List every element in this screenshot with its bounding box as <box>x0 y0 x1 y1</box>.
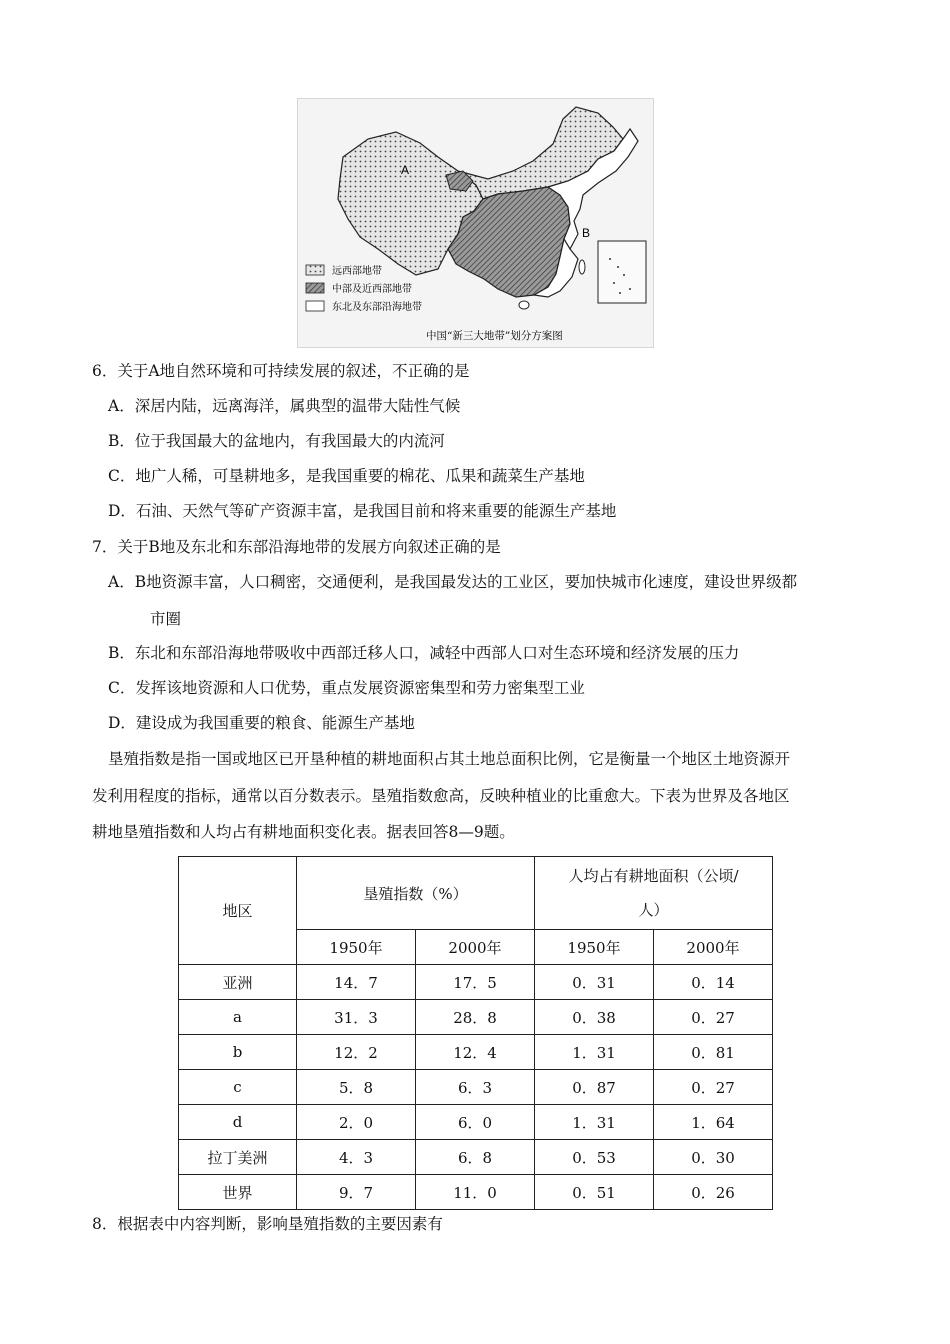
header-reclamation-index: 垦殖指数（%） <box>297 857 535 930</box>
legend-swatch-blank <box>306 301 324 311</box>
question-7-option-a: A．B地资源丰富，人口稠密，交通便利，是我国最发达的工业区，要加快城市化速度，建设世界级都 <box>108 573 798 591</box>
table-row <box>179 1035 773 1070</box>
table-row <box>179 1105 773 1140</box>
table-row <box>179 1000 773 1035</box>
legend-text-west: 远西部地带 <box>332 266 382 277</box>
taiwan-island <box>579 260 585 274</box>
cell-value: 0．14 <box>654 965 773 1000</box>
south-china-sea-inset <box>598 241 646 303</box>
question-6-option-a: A．深居内陆，远离海洋，属典型的温带大陆性气候 <box>108 397 461 415</box>
cell-value: 6．8 <box>416 1140 535 1175</box>
cell-value: 1．64 <box>654 1105 773 1140</box>
header-year-2000-area: 2000年 <box>654 930 773 965</box>
cell-value: 0．87 <box>535 1070 654 1105</box>
cell-value: 4．3 <box>297 1140 416 1175</box>
cell-value: 6．0 <box>416 1105 535 1140</box>
table-row <box>179 965 773 1000</box>
question-7-option-c: C．发挥该地资源和人口优势，重点发展资源密集型和劳力密集型工业 <box>108 679 585 697</box>
reclamation-index-table <box>178 856 773 1210</box>
question-6-option-d: D．石油、天然气等矿产资源丰富，是我国目前和将来重要的能源生产基地 <box>108 502 617 520</box>
header-year-1950-index: 1950年 <box>297 930 416 965</box>
cell-value: 1．31 <box>535 1105 654 1140</box>
question-6-option-b: B．位于我国最大的盆地内，有我国最大的内流河 <box>108 432 445 450</box>
cell-value: 0．53 <box>535 1140 654 1175</box>
cell-region: c <box>179 1070 297 1105</box>
cell-value: 0．51 <box>535 1175 654 1210</box>
map-label-b: B <box>582 226 591 240</box>
table-row <box>179 1140 773 1175</box>
table-row <box>179 1175 773 1210</box>
table-row <box>179 1070 773 1105</box>
cell-region: 亚洲 <box>179 965 297 1000</box>
north-strip-region <box>458 107 623 199</box>
cell-value: 5．8 <box>297 1070 416 1105</box>
header-year-1950-area: 1950年 <box>535 930 654 965</box>
china-map-graphic <box>298 99 653 347</box>
cell-region: a <box>179 1000 297 1035</box>
intro-paragraph-line-1: 垦殖指数是指一国或地区已开垦种植的耕地面积占其土地总面积比例，它是衡量一个地区土地资源开 <box>108 750 791 768</box>
cell-value: 0．26 <box>654 1175 773 1210</box>
header-region: 地区 <box>179 857 297 965</box>
cell-value: 1．31 <box>535 1035 654 1070</box>
hainan-island <box>519 301 529 309</box>
cell-value: 0．27 <box>654 1070 773 1105</box>
china-three-zones-map <box>297 98 654 348</box>
cell-region: 世界 <box>179 1175 297 1210</box>
header-year-2000-index: 2000年 <box>416 930 535 965</box>
intro-paragraph-line-3: 耕地垦殖指数和人均占有耕地面积变化表。据表回答8—9题。 <box>92 823 515 841</box>
intro-paragraph-line-2: 发利用程度的指标，通常以百分数表示。垦殖指数愈高，反映种植业的比重愈大。下表为世界及各地区 <box>92 787 790 805</box>
cell-value: 0．81 <box>654 1035 773 1070</box>
legend-text-central: 中部及近西部地带 <box>332 284 412 295</box>
cell-value: 0．38 <box>535 1000 654 1035</box>
header-per-capita-area-line-2: 人） <box>638 901 669 919</box>
legend-swatch-dotted <box>306 265 324 275</box>
question-8-stem: 8．根据表中内容判断，影响垦殖指数的主要因素有 <box>92 1215 443 1233</box>
cell-value: 2．0 <box>297 1105 416 1140</box>
cell-region: d <box>179 1105 297 1140</box>
question-7-stem: 7．关于B地及东北和东部沿海地带的发展方向叙述正确的是 <box>92 538 501 556</box>
cell-value: 28．8 <box>416 1000 535 1035</box>
cell-value: 31．3 <box>297 1000 416 1035</box>
cell-value: 9．7 <box>297 1175 416 1210</box>
cell-value: 6．3 <box>416 1070 535 1105</box>
question-6-stem: 6．关于A地自然环境和可持续发展的叙述，不正确的是 <box>92 362 470 380</box>
cell-value: 0．31 <box>535 965 654 1000</box>
cell-region: 拉丁美洲 <box>179 1140 297 1175</box>
legend-text-east: 东北及东部沿海地带 <box>332 302 422 313</box>
question-7-option-b: B．东北和东部沿海地带吸收中西部迁移人口，减轻中西部人口对生态环境和经济发展的压力 <box>108 644 740 662</box>
cell-value: 11．0 <box>416 1175 535 1210</box>
header-per-capita-area <box>535 857 773 930</box>
legend-swatch-hatched <box>306 283 324 293</box>
cell-value: 12．4 <box>416 1035 535 1070</box>
map-label-a: A <box>401 163 410 177</box>
cell-value: 17．5 <box>416 965 535 1000</box>
question-7-option-a-continued: 市圈 <box>150 610 182 628</box>
question-7-option-d: D．建设成为我国重要的粮食、能源生产基地 <box>108 714 415 732</box>
header-per-capita-area-line-1: 人均占有耕地面积（公顷/ <box>568 867 739 885</box>
cell-value: 0．30 <box>654 1140 773 1175</box>
cell-value: 12．2 <box>297 1035 416 1070</box>
map-caption: 中国“新三大地带”划分方案图 <box>426 330 563 342</box>
cell-value: 14．7 <box>297 965 416 1000</box>
cell-value: 0．27 <box>654 1000 773 1035</box>
question-6-option-c: C．地广人稀，可垦耕地多，是我国重要的棉花、瓜果和蔬菜生产基地 <box>108 467 585 485</box>
cell-region: b <box>179 1035 297 1070</box>
